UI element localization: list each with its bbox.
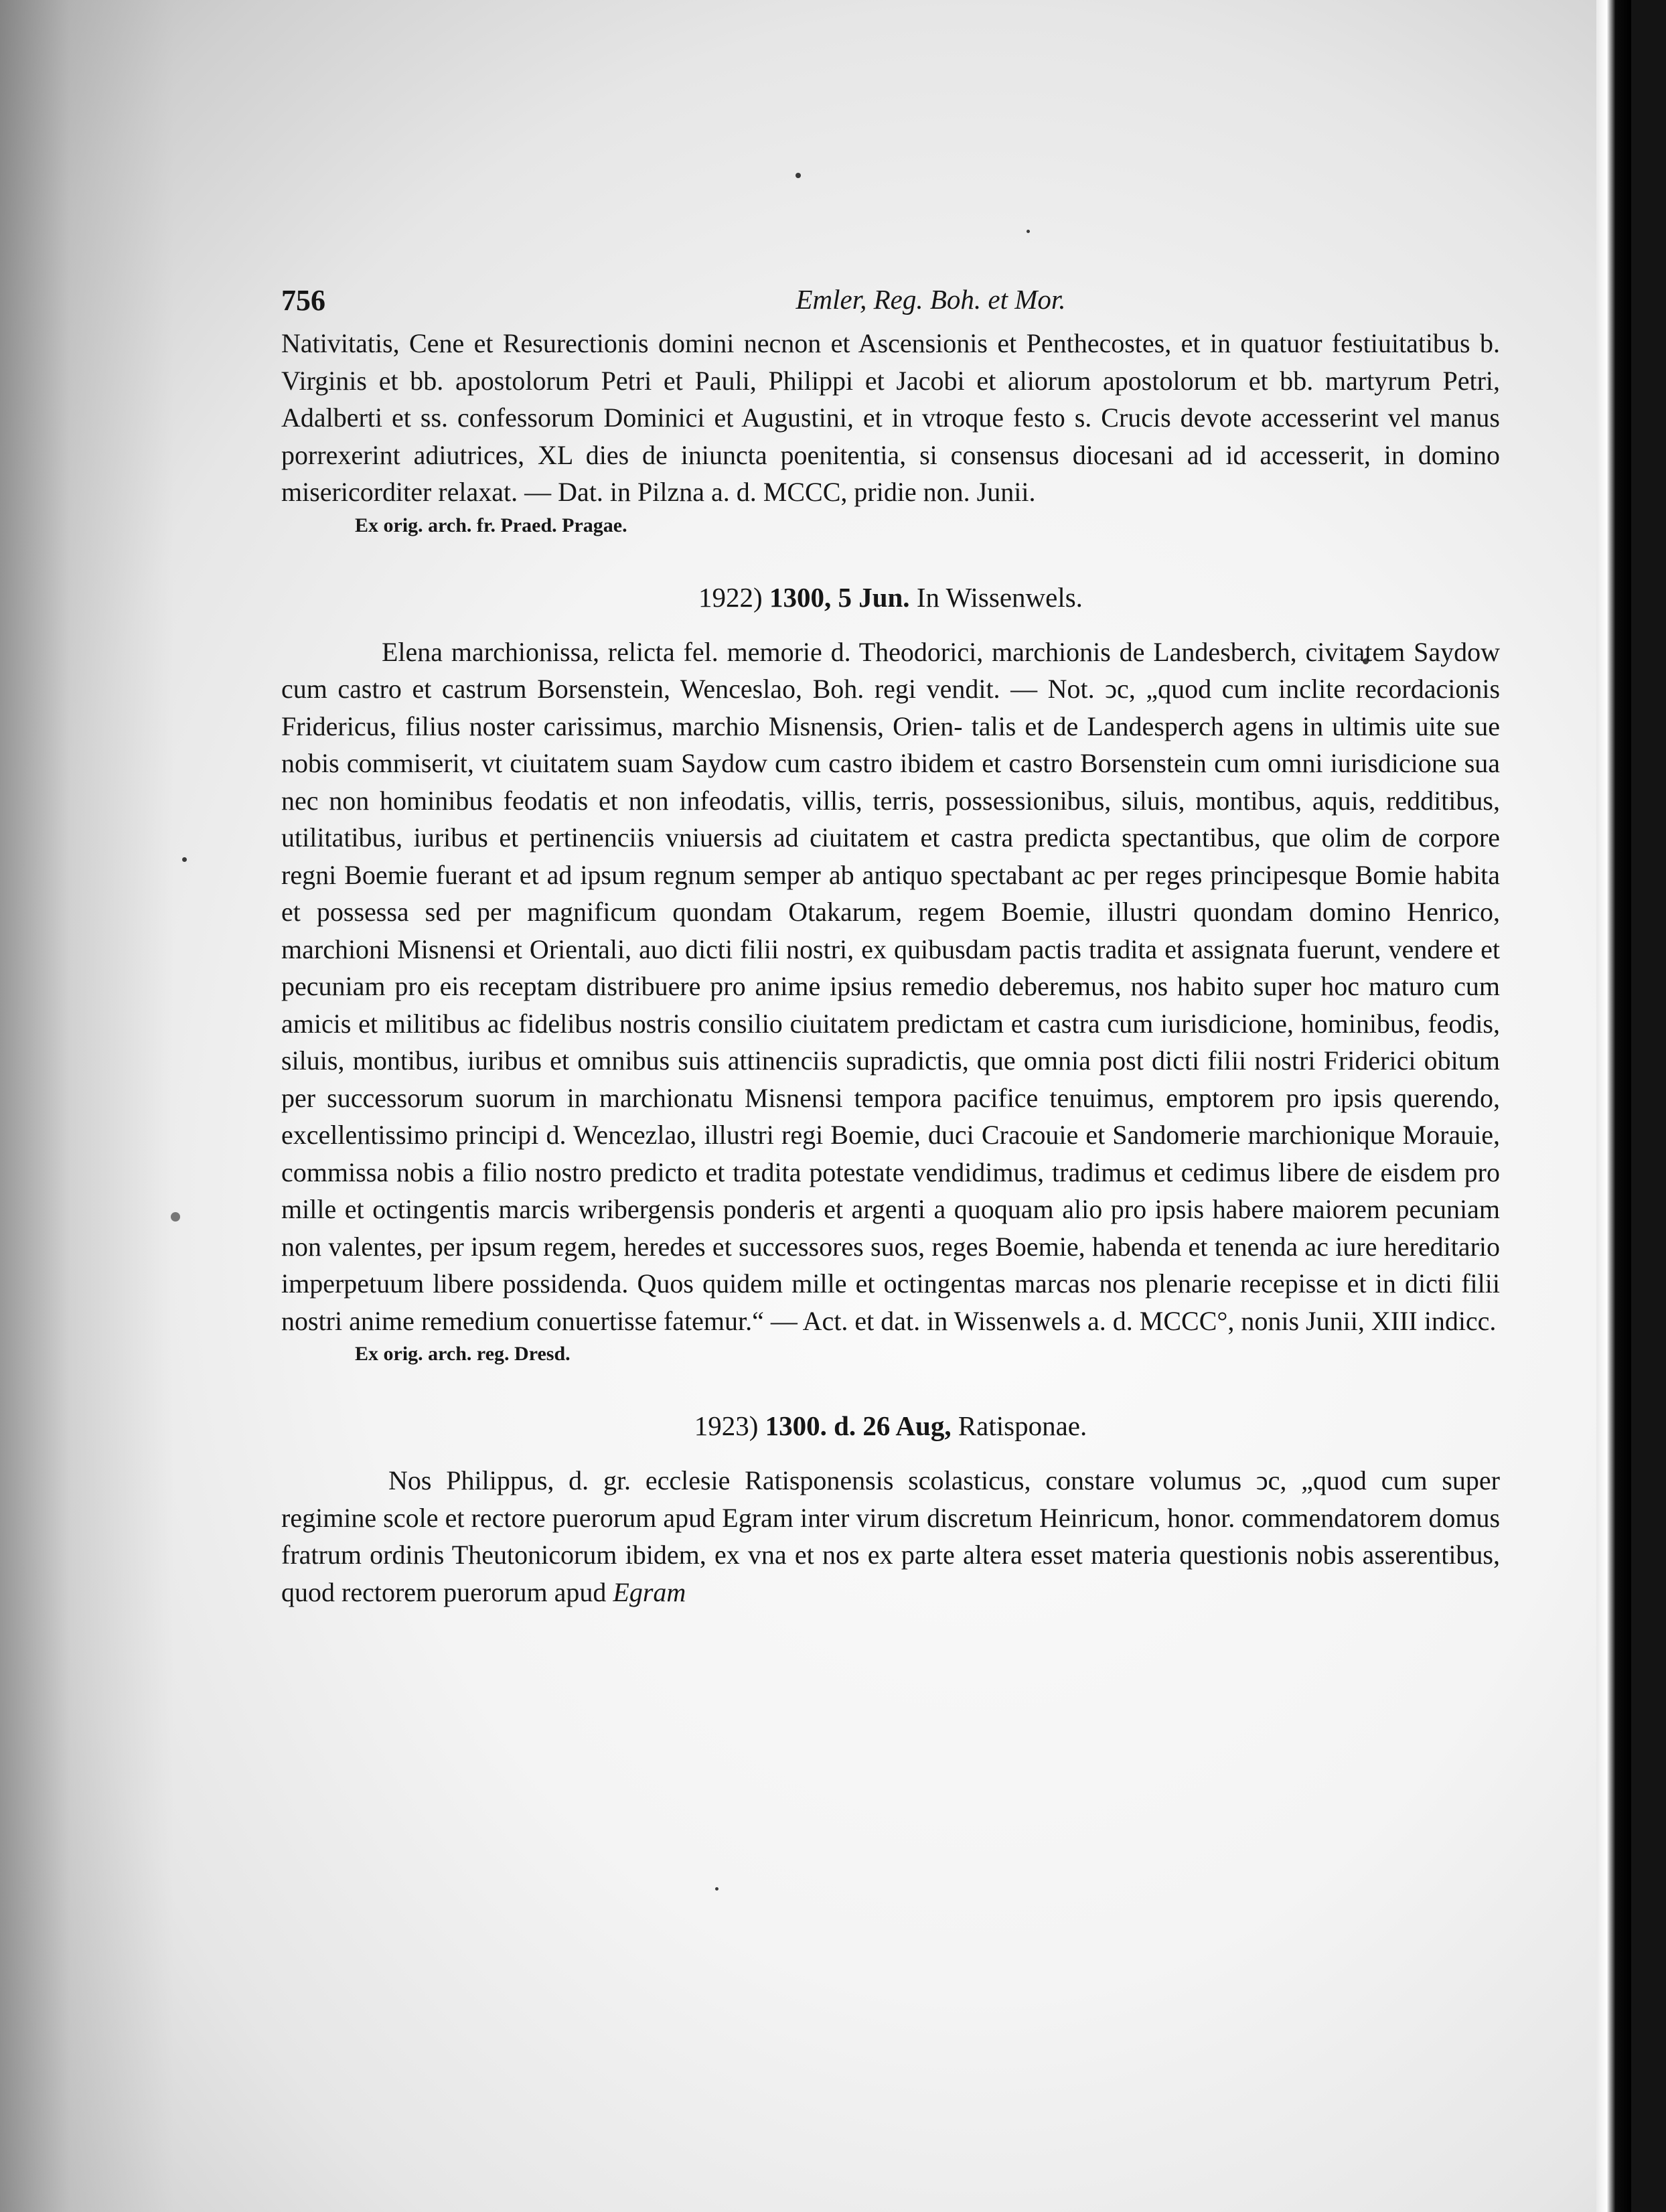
text-line: iniuncta poenitentia, si consensus diocesani ad id accesserit, in domino misericorditer relaxat. (281, 439, 1500, 507)
text-line: talis et de Landesperch agens in ultimis uite sue nobis commiserit, vt ciuitatem suam (281, 711, 1501, 778)
text-line: pro mille et octingentis marcis wribergensis ponderis et argenti a quoquam alio pro ipsis (281, 1157, 1500, 1224)
scan-speck (796, 173, 801, 178)
entry-heading (281, 579, 1500, 616)
binding-shadow (0, 0, 174, 2212)
scan-speck (182, 857, 187, 862)
entry-1923 (281, 1408, 1500, 1611)
text-line: cum super regimine scole et rectore puerorum apud Egram inter virum discretum Heinricum, (281, 1465, 1501, 1533)
text-line: post dicti filii nostri Friderici obitum per successorum suorum in marchionatu Misnensi (281, 1045, 1501, 1113)
text-line: utilitatibus, iuribus et pertinenciis vniuersis ad ciuitatem et castra predicta spectantibus, que (281, 822, 1311, 853)
text-line: Nativitatis, Cene et Resurectionis domini necnon et Ascensionis et Penthecostes, et in quatuor (281, 328, 1322, 358)
scan-edge-strip (1596, 0, 1631, 2212)
text-line: altera esset materia questionis nobis asserentibus, quod rectorem puerorum apud (281, 1540, 1500, 1607)
page-number: 756 (281, 284, 325, 317)
text-line: amicis et militibus ac fidelibus nostris consilio ciuitatem predictam et castra cum iurisdicione, (281, 1008, 1294, 1039)
text-line: a filio nostro predicto et tradita potestate vendidimus, tradimus et cedimus libere de eisdem (462, 1157, 1456, 1187)
page-header (281, 278, 1500, 325)
scan-speck (171, 1212, 180, 1222)
entry-paragraph (281, 634, 1500, 1340)
text-line: Boemie, habenda et tenenda ac iure hereditario imperpetuum libere possidenda. Quos quidem (281, 1231, 1500, 1299)
source-note: Ex orig. arch. fr. Praed. Pragae. (355, 514, 627, 536)
text-line: feodatis et non infeodatis, villis, terris, possessionibus, siluis, montibus, aquis, redditibus, (503, 785, 1500, 816)
text-line: „quod cum inclite recordacionis Fridericus, filius noster carissimus, marchio Misnensis, Orien- (281, 674, 1501, 741)
text-line: Elena marchionissa, relicta fel. memorie d. Theodorici, marchionis de Landesberch, (382, 636, 1297, 667)
entry-date: 1300. d. 26 Aug, (765, 1410, 952, 1441)
text-line: apostolorum et bb. martyrum Petri, Adalberti et ss. confessorum Dominici et Augustini, et (281, 365, 1500, 433)
text-line: filii nostri, ex quibusdam pactis tradita et assignata fuerunt, vendere et pecuniam pro eis (281, 934, 1500, 1001)
text-line: tempora pacifice tenuimus, emptorem pro ipsis querendo, excellentissimo principi d. Wencezlao, (281, 1082, 1501, 1150)
text-line: receptam distribuere pro anime ipsius remedio deberemus, nos habito super hoc maturo cum (478, 971, 1500, 1001)
text-line: Nos Philippus, d. gr. ecclesie Ratisponensis scolasticus, constare volumus ↄc, „quod (388, 1465, 1367, 1495)
text-line: mille et octingentas marcas nos plenarie recepisse et in dicti filii nostri anime remedium (281, 1268, 1501, 1336)
entry-heading (281, 1408, 1500, 1445)
scan-speck (715, 1887, 718, 1891)
text-line: regem Boemie, illustri quondam domino Henrico, marchioni Misnensi et Orientali, auo dicti (281, 897, 1501, 964)
scan-speck (1027, 230, 1030, 233)
text-line: conuertisse fatemur.“ — Act. et dat. in Wissenwels a. d. MCCC°, nonis Junii, XIII indicc. (536, 1305, 1497, 1336)
text-line: in vtroque festo s. Crucis devote accesserint vel manus porrexerint adiutrices, XL dies de (281, 402, 1500, 470)
page-content (281, 278, 1500, 1611)
text-line: per reges principesque Bomie habita et possessa sed per magnificum quondam Otakarum, (281, 859, 1500, 927)
entry-date: 1300, 5 Jun. (769, 581, 910, 613)
entry-paragraph (281, 1462, 1500, 1611)
text-line: olim de corpore regni Boemie fuerant et ad ipsum regnum semper ab antiquo spectabant ac (281, 822, 1501, 890)
entry-place: In Wissenwels. (916, 581, 1083, 613)
italic-word: Egram (613, 1576, 686, 1607)
text-line: habere maiorem pecuniam non valentes, per ipsum regem, heredes et successores suos, reges (281, 1194, 1500, 1262)
text-line: festiuitatibus b. Virginis et bb. apostolorum Petri et Pauli, Philippi et Jacobi et aliorum (281, 328, 1500, 396)
source-note: Ex orig. arch. reg. Dresd. (355, 1343, 571, 1365)
entry-number: 1922) (698, 581, 763, 613)
running-title: Emler, Reg. Boh. et Mor. (796, 284, 1066, 315)
text-line: civitatem Saydow cum castro et castrum Borsenstein, Wenceslao, Boh. regi vendit. — Not. ↄc, (281, 636, 1501, 704)
entry-1922 (281, 579, 1500, 1370)
entry-number: 1923) (694, 1410, 759, 1441)
text-line: — Dat. in Pilzna a. d. MCCC, pridie non. Junii. (524, 477, 1036, 507)
continuation-paragraph (281, 325, 1500, 511)
entry-place: Ratisponae. (958, 1410, 1087, 1441)
text-line: Saydow cum castro ibidem et castro Borsenstein cum omni iurisdicione sua nec non hominibus (281, 748, 1501, 816)
text-line: illustri regi Boemie, duci Cracouie et Sandomerie marchionique Morauie, commissa nobis (281, 1120, 1501, 1187)
text-line: honor. commendatorem domus fratrum ordinis Theutonicorum ibidem, ex vna et nos ex parte (281, 1502, 1501, 1570)
text-line: hominibus, feodis, siluis, montibus, iuribus et omnibus suis attinenciis supradictis, que omnia (281, 1008, 1500, 1076)
continuation-text (281, 325, 1500, 540)
